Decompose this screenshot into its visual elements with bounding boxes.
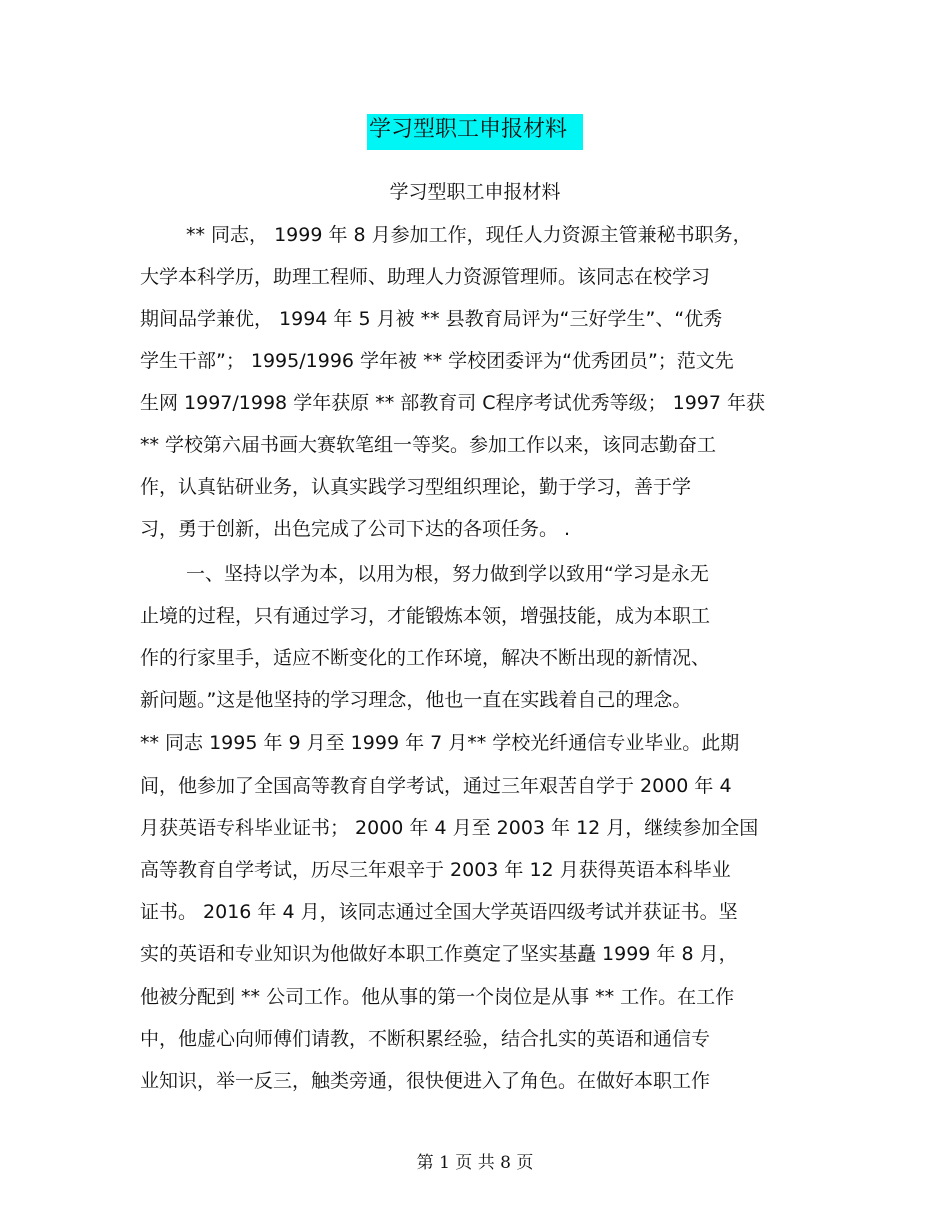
body-line: ** 同志， 1999 年 8 月参加工作，现任人力资源主管兼秘书职务， — [186, 224, 752, 246]
body-line: 一、坚持以学为本，以用为根，努力做到学以致用“学习是永无 — [186, 563, 709, 585]
body-line: ** 同志 1995 年 9 月至 1999 年 7 月** 学校光纤通信专业毕业。此期 — [140, 732, 740, 754]
body-line: 止境的过程，只有通过学习，才能锻炼本领，增强技能，成为本职工 — [140, 605, 711, 627]
title-row — [0, 114, 950, 150]
body-line: 证书。 2016 年 4 月，该同志通过全国大学英语四级考试并获证书。坚 — [140, 901, 738, 923]
body-line: 月获英语专科毕业证书； 2000 年 4 月至 2003 年 12 月，继续参加全国 — [140, 817, 759, 839]
page-number-footer: 第 1 页 共 8 页 — [416, 1153, 534, 1173]
body-line: 习，勇于创新，出色完成了公司下达的各项任务。 . — [140, 518, 571, 540]
body-line: 生网 1997/1998 学年获原 ** 部教育司 C程序考试优秀等级； 1997 年获 — [140, 392, 766, 414]
document-title: 学习型职工申报材料 — [367, 114, 583, 150]
body-line: 大学本科学历，助理工程师、助理人力资源管理师。该同志在校学习 — [140, 266, 711, 288]
body-line: 期间品学兼优， 1994 年 5 月被 ** 县教育局评为“三好学生”、“优秀 — [140, 308, 723, 330]
body-line: 中，他虚心向师傅们请教，不断积累经验，结合扎实的英语和通信专 — [140, 1028, 711, 1050]
body-line: 间，他参加了全国高等教育自学考试，通过三年艰苦自学于 2000 年 4 — [140, 775, 732, 797]
document-subtitle: 学习型职工申报材料 — [389, 181, 561, 203]
body-line: ** 学校第六届书画大赛软笔组一等奖。参加工作以来，该同志勤奋工 — [140, 434, 717, 456]
body-line: 实的英语和专业知识为他做好本职工作奠定了坚实基矗 1999 年 8 月， — [140, 943, 738, 965]
body-line: 学生干部”； 1995/1996 学年被 ** 学校团委评为“优秀团员”；范文先 — [140, 350, 734, 372]
body-line: 作，认真钻研业务，认真实践学习型组织理论，勤于学习，善于学 — [140, 476, 692, 498]
body-line: 业知识，举一反三，触类旁通，很快便进入了角色。在做好本职工作 — [140, 1070, 711, 1092]
body-line: 高等教育自学考试，历尽三年艰辛于 2003 年 12 月获得英语本科毕业 — [140, 859, 731, 881]
body-line: 新问题。”这是他坚持的学习理念，他也一直在实践着自己的理念。 — [140, 689, 692, 711]
body-line: 他被分配到 ** 公司工作。他从事的第一个岗位是从事 ** 工作。在工作 — [140, 986, 735, 1008]
body-line: 作的行家里手，适应不断变化的工作环境，解决不断出现的新情况、 — [140, 647, 711, 669]
